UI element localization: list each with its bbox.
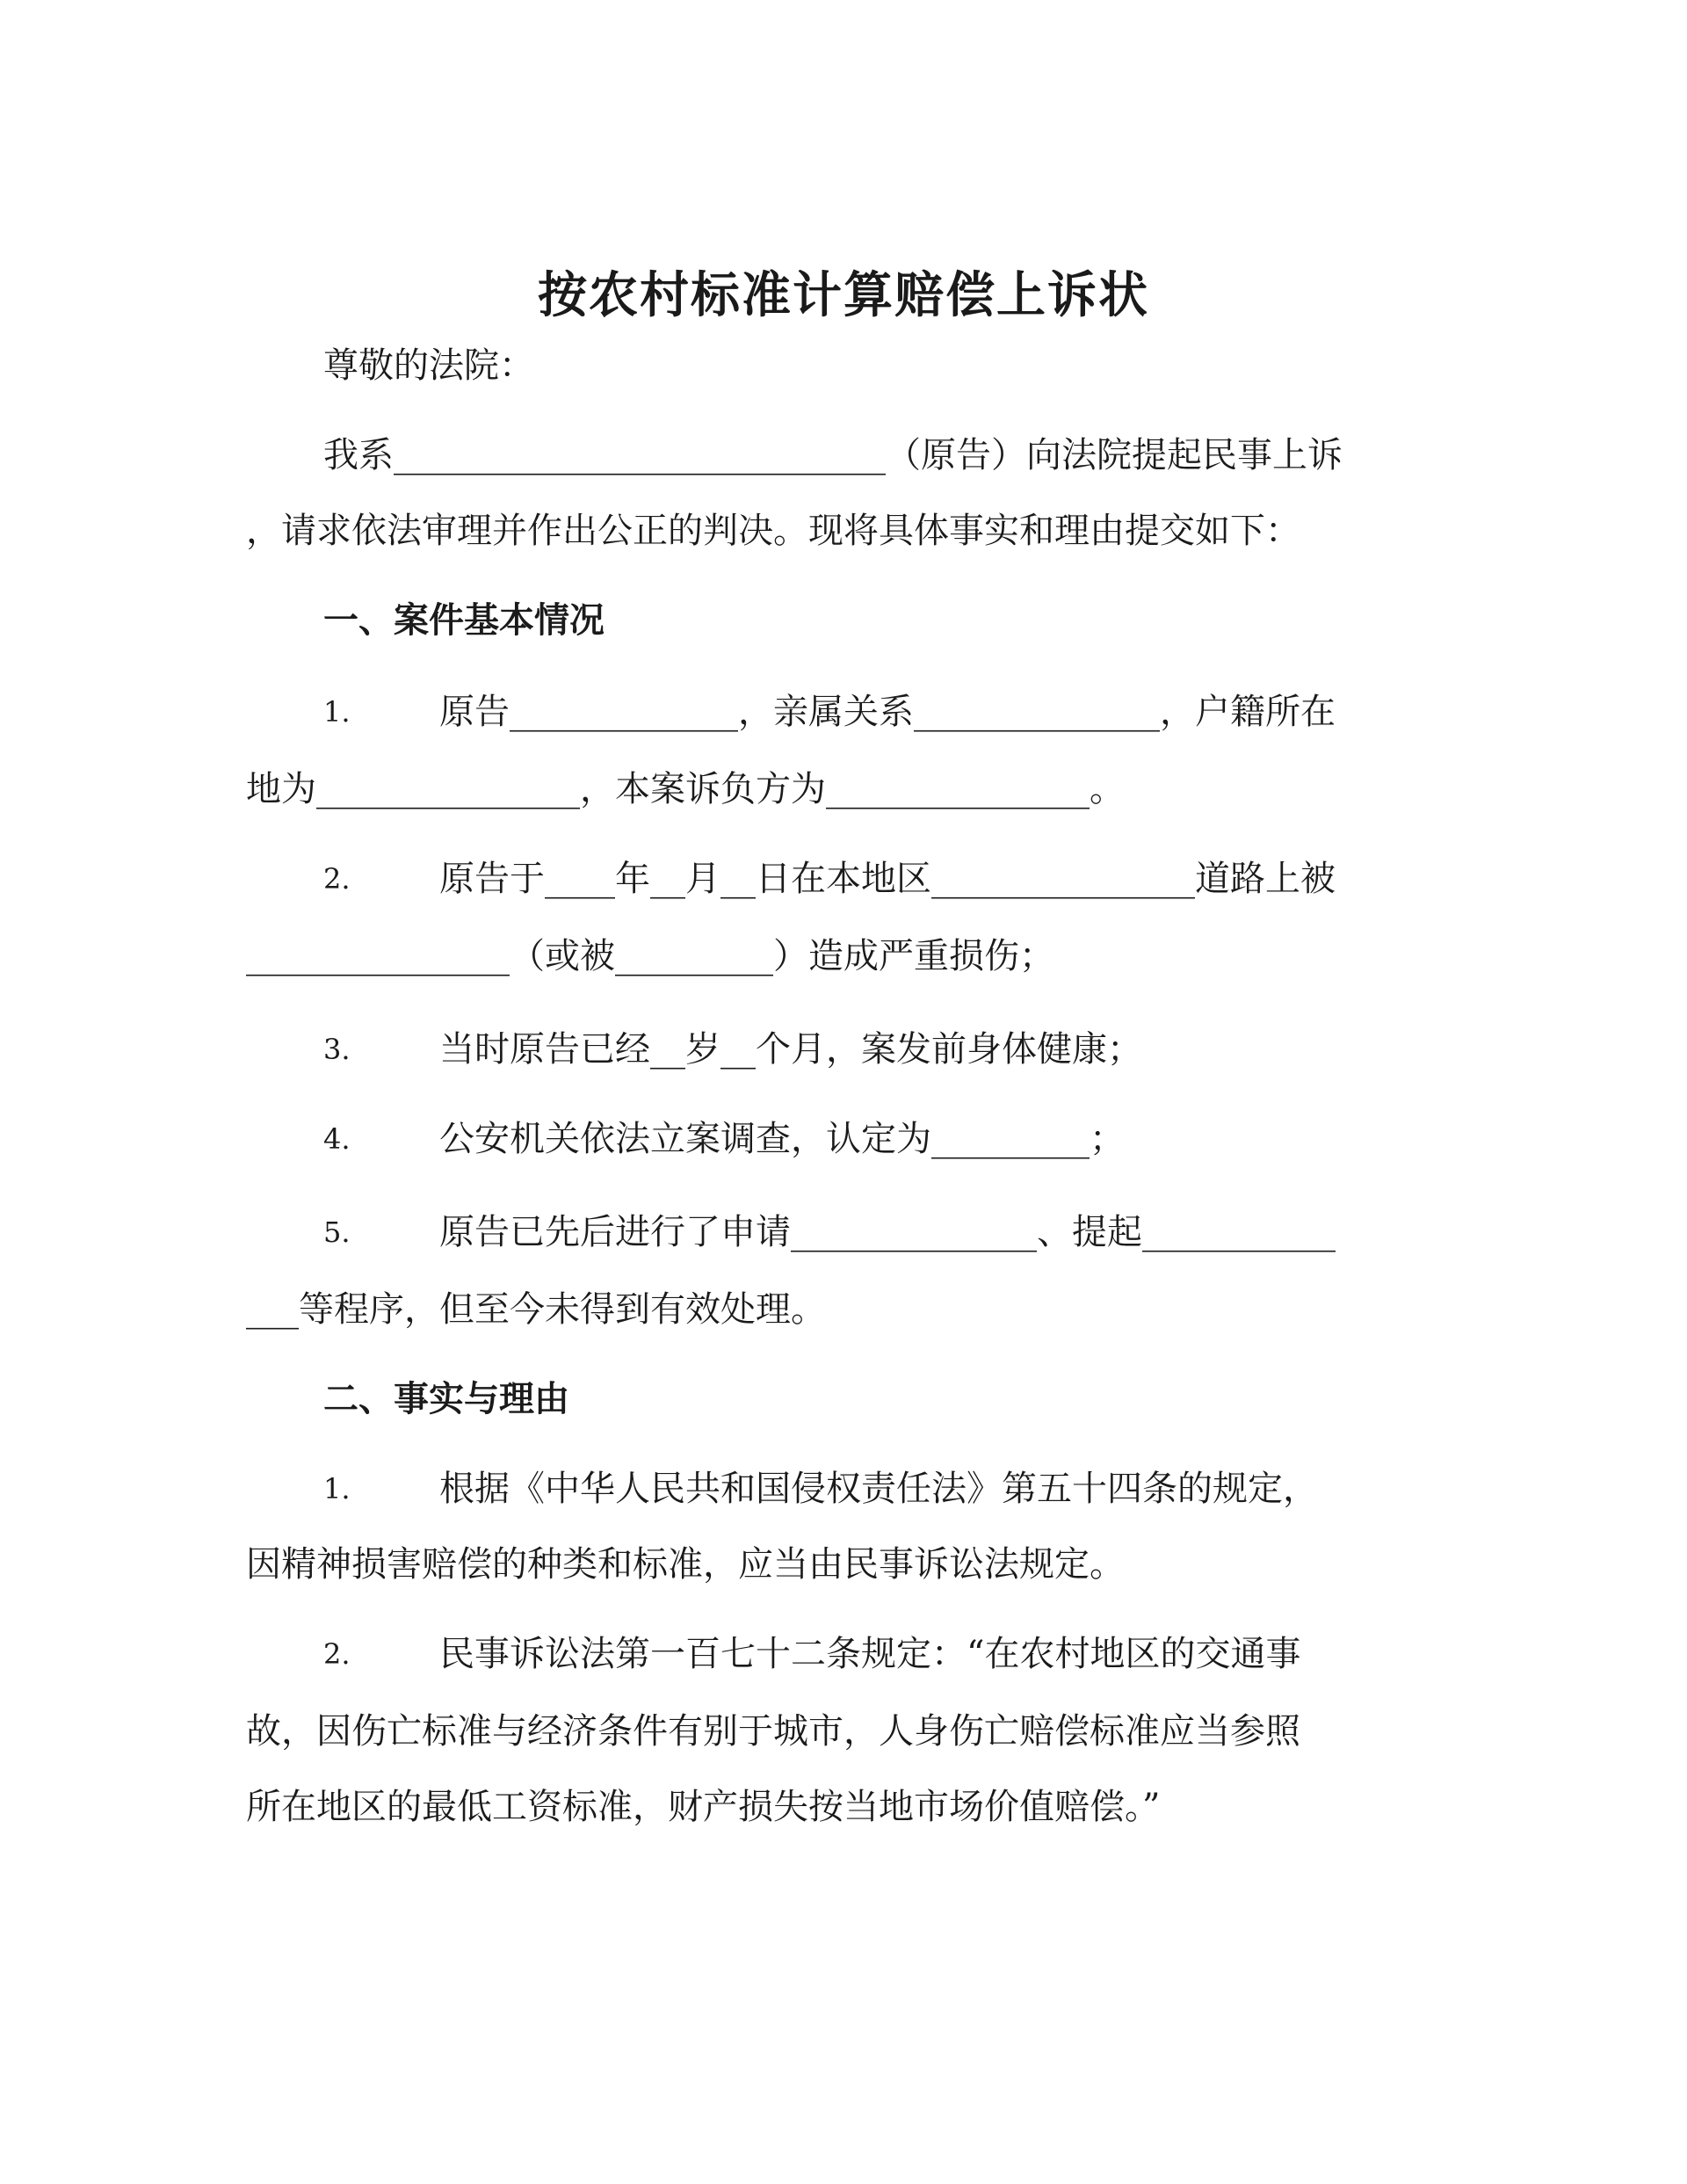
section-2-heading: 二、事实与理由	[323, 1378, 569, 1419]
section-1-item-2-line-2: _______________（或被_________）造成严重损伤；	[246, 936, 1054, 976]
section-1-item-5-line-2: ___等程序，但至今未得到有效处理。	[246, 1289, 826, 1330]
section-2-item-1-line-2: 因精神损害赔偿的种类和标准，应当由民事诉讼法规定。	[246, 1544, 1125, 1585]
section-1-item-1-line-2: 地为_______________，本案诉负方为_______________。	[246, 769, 1125, 809]
section-2-item-2-number: 2.	[323, 1637, 351, 1671]
intro-line-2: ，请求依法审理并作出公正的判决。现将具体事实和理由提交如下：	[246, 511, 1300, 551]
section-2-item-2-line-2: 故，因伤亡标准与经济条件有别于城市，人身伤亡赔偿标准应当参照	[246, 1711, 1300, 1752]
section-1-item-2-line-1: 原告于____年__月__日在本地区_______________道路上被	[439, 859, 1336, 899]
document-title: 按农村标准计算赔偿上诉状	[538, 266, 1149, 324]
section-1-item-1-line-1: 原告_____________，亲属关系______________，户籍所在	[439, 692, 1336, 732]
section-1-item-5-number: 5.	[323, 1215, 351, 1249]
section-1-item-5-line-1: 原告已先后进行了申请______________、提起___________	[439, 1212, 1336, 1252]
section-1-item-4-number: 4.	[323, 1122, 351, 1156]
section-1-item-1-number: 1.	[323, 695, 351, 729]
section-2-item-1-line-1: 根据《中华人民共和国侵权责任法》第五十四条的规定，	[439, 1469, 1318, 1509]
section-1-item-3-number: 3.	[323, 1033, 351, 1066]
section-2-item-1-number: 1.	[323, 1472, 351, 1506]
salutation: 尊敬的法院：	[323, 345, 534, 386]
section-2-item-2-line-3: 所在地区的最低工资标准，财产损失按当地市场价值赔偿。”	[246, 1787, 1161, 1827]
section-1-item-2-number: 2.	[323, 862, 351, 896]
section-2-item-2-line-1: 民事诉讼法第一百七十二条规定：“在农村地区的交通事	[439, 1634, 1301, 1674]
section-1-item-4-line-1: 公安机关依法立案调查，认定为_________；	[439, 1119, 1125, 1159]
section-1-item-3-line-1: 当时原告已经__岁__个月，案发前身体健康；	[439, 1029, 1142, 1070]
section-1-heading: 一、案件基本情况	[323, 599, 605, 641]
intro-line-1: 我系____________________________（原告）向法院提起民事上诉	[323, 435, 1343, 475]
